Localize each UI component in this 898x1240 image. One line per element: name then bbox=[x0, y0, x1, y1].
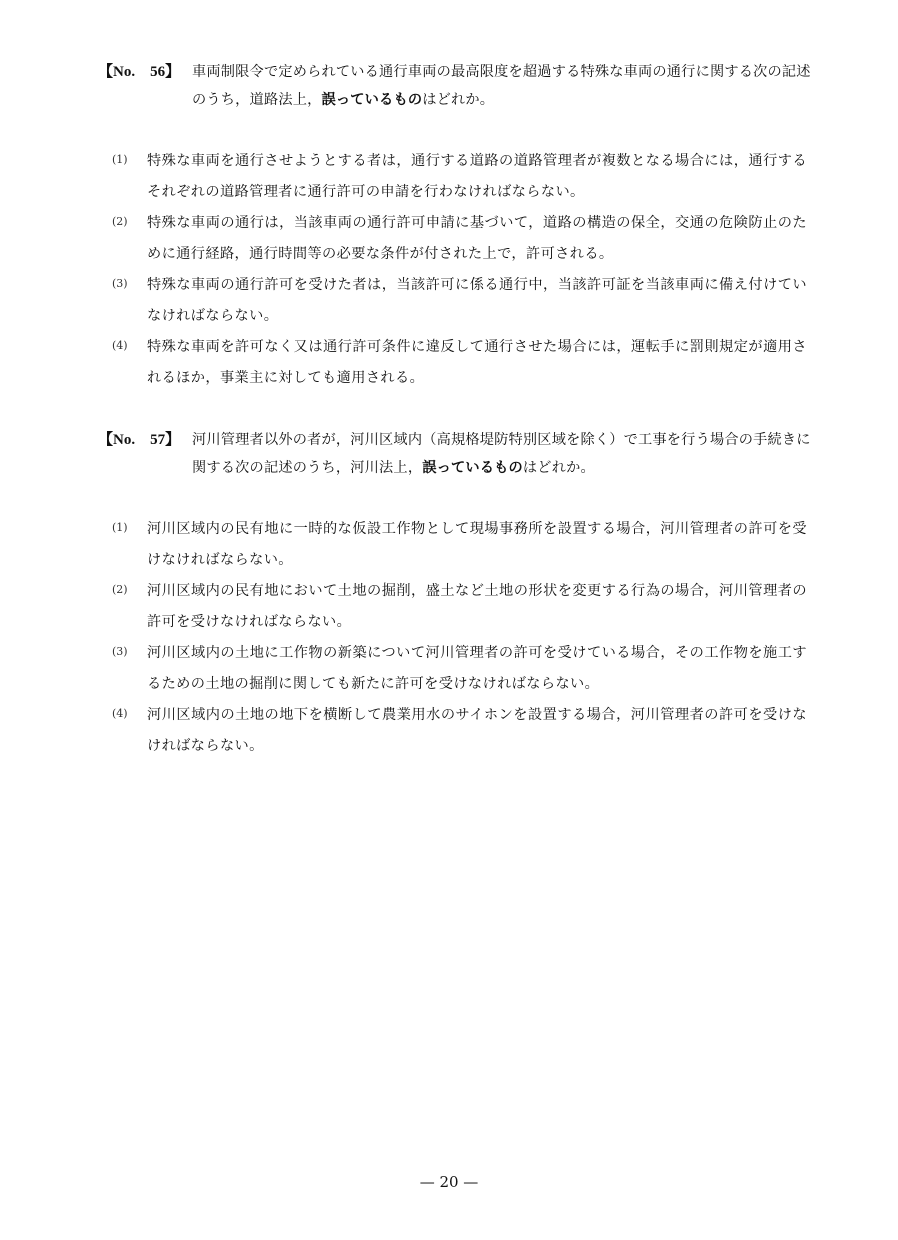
option-text: 特殊な車両の通行許可を受けた者は，当該許可に係る通行中，当該許可証を当該車両に備え付けていなければならない。 bbox=[147, 277, 807, 324]
option-item bbox=[0, 270, 898, 332]
stem-text-end: はどれか。 bbox=[422, 92, 495, 108]
option-text: 特殊な車両の通行は，当該車両の通行許可申請に基づいて，道路の構造の保全，交通の危険防止のために通行経路，通行時間等の必要な条件が付された上で，許可される。 bbox=[147, 215, 807, 262]
option-number: (3) bbox=[112, 277, 128, 290]
options-list bbox=[0, 146, 898, 394]
question-number: 【No. 57】 bbox=[98, 432, 181, 448]
option-number: (2) bbox=[112, 215, 128, 228]
page-number: — 20 — bbox=[419, 1173, 479, 1191]
stem-emphasis: 誤っているもの bbox=[422, 460, 523, 476]
option-item bbox=[0, 146, 898, 208]
option-item bbox=[0, 638, 898, 700]
option-number: (4) bbox=[112, 339, 128, 352]
question-header bbox=[0, 58, 898, 118]
option-text: 河川区域内の土地に工作物の新築について河川管理者の許可を受けている場合，その工作物を施工するための土地の掘削に関しても新たに許可を受けなければならない。 bbox=[147, 645, 807, 692]
option-item bbox=[0, 700, 898, 762]
option-item bbox=[0, 208, 898, 270]
option-text: 特殊な車両を通行させようとする者は，通行する道路の道路管理者が複数となる場合には，通行するそれぞれの道路管理者に通行許可の申請を行わなければならない。 bbox=[147, 153, 807, 200]
question-stem bbox=[192, 426, 812, 482]
question-header bbox=[0, 426, 898, 486]
option-number: (2) bbox=[112, 583, 128, 596]
question-57 bbox=[0, 426, 898, 762]
stem-text: 河川管理者以外の者が，河川区域内（高規格堤防特別区域を除く）で工事を行う場合の手続きに関する次の記述のうち，河川法上， bbox=[192, 432, 811, 476]
question-number: 【No. 56】 bbox=[98, 64, 181, 80]
option-text: 河川区域内の民有地に一時的な仮設工作物として現場事務所を設置する場合，河川管理者の許可を受けなければならない。 bbox=[147, 521, 807, 568]
option-number: (1) bbox=[112, 521, 128, 534]
option-number: (4) bbox=[112, 707, 128, 720]
option-number: (1) bbox=[112, 153, 128, 166]
option-item bbox=[0, 332, 898, 394]
options-list bbox=[0, 514, 898, 762]
option-text: 河川区域内の民有地において土地の掘削，盛土など土地の形状を変更する行為の場合，河川管理者の許可を受けなければならない。 bbox=[147, 583, 807, 630]
option-number: (3) bbox=[112, 645, 128, 658]
option-item bbox=[0, 576, 898, 638]
stem-text-end: はどれか。 bbox=[522, 460, 595, 476]
question-stem bbox=[192, 58, 812, 114]
option-text: 河川区域内の土地の地下を横断して農業用水のサイホンを設置する場合，河川管理者の許可を受けなければならない。 bbox=[147, 707, 807, 754]
stem-text: 車両制限令で定められている通行車両の最高限度を超過する特殊な車両の通行に関する次の記述のうち，道路法上， bbox=[192, 64, 811, 108]
option-text: 特殊な車両を許可なく又は通行許可条件に違反して通行させた場合には，運転手に罰則規定が適用されるほか，事業主に対しても適用される。 bbox=[147, 339, 807, 386]
option-item bbox=[0, 514, 898, 576]
stem-emphasis: 誤っているもの bbox=[321, 92, 423, 108]
question-56 bbox=[0, 58, 898, 394]
